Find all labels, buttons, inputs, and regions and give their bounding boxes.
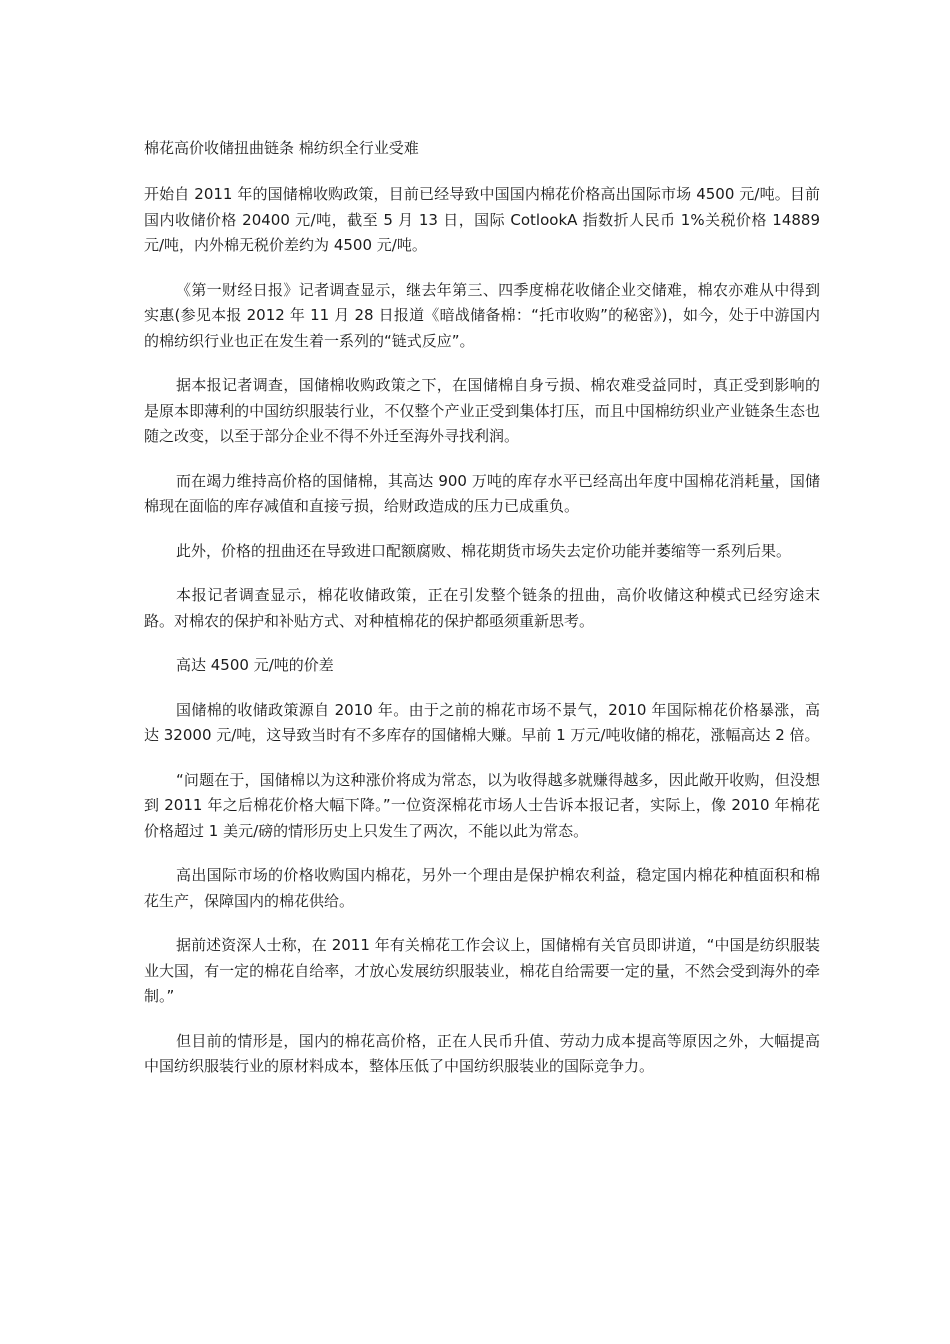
paragraph: 开始自 2011 年的国储棉收购政策，目前已经导致中国国内棉花价格高出国际市场 4500 元/吨。目前国内收储价格 20400 元/吨，截至 5 月 13 日，国际 CotlookA 指数折人民币 1%关税价格 14889 元/吨，内外棉无税价差约为 4500 元/吨。 (144, 185, 820, 254)
document-page (144, 136, 820, 1099)
document-title: 棉花高价收储扭曲链条 棉纺织全行业受难 (144, 139, 419, 157)
paragraph: 国储棉的收储政策源自 2010 年。由于之前的棉花市场不景气，2010 年国际棉花价格暴涨，高达 32000 元/吨，这导致当时有不多库存的国储棉大赚。早前 1 万元/吨收储的棉花，涨幅高达 2 倍。 (144, 700, 820, 744)
paragraph: 《第一财经日报》记者调查显示，继去年第三、四季度棉花收储企业交储难，棉农亦难从中得到实惠(参见本报 2012 年 11 月 28 日报道《暗战储备棉：“托市收购”的秘密》)，如今，处于中游国内的棉纺织行业也正在发生着一系列的“链式反应”。 (144, 280, 820, 350)
paragraph: 高出国际市场的价格收购国内棉花，另外一个理由是保护棉农利益，稳定国内棉花种植面积和棉花生产，保障国内的棉花供给。 (144, 866, 820, 910)
paragraph: “问题在于，国储棉以为这种涨价将成为常态，以为收得越多就赚得越多，因此敞开收购，但没想到 2011 年之后棉花价格大幅下降。”一位资深棉花市场人士告诉本报记者，实际上，像 2010 年棉花价格超过 1 美元/磅的情形历史上只发生了两次，不能以此为常态。 (144, 770, 820, 840)
paragraph: 但目前的情形是，国内的棉花高价格，正在人民币升值、劳动力成本提高等原因之外，大幅提高中国纺织服装行业的原材料成本，整体压低了中国纺织服装业的国际竞争力。 (144, 1031, 820, 1075)
paragraph: 本报记者调查显示，棉花收储政策，正在引发整个链条的扭曲，高价收储这种模式已经穷途末路。对棉农的保护和补贴方式、对种植棉花的保护都亟须重新思考。 (144, 586, 820, 630)
section-heading: 高达 4500 元/吨的价差 (176, 656, 334, 674)
paragraph: 此外，价格的扭曲还在导致进口配额腐败、棉花期货市场失去定价功能并萎缩等一系列后果。 (176, 541, 792, 560)
paragraph: 而在竭力维持高价格的国储棉，其高达 900 万吨的库存水平已经高出年度中国棉花消耗量，国储棉现在面临的库存减值和直接亏损，给财政造成的压力已成重负。 (144, 471, 820, 515)
paragraph: 据前述资深人士称，在 2011 年有关棉花工作会议上，国储棉有关官员即讲道，“中国是纺织服装业大国，有一定的棉花自给率，才放心发展纺织服装业，棉花自给需要一定的量，不然会受到海外的牵制。” (144, 936, 820, 1005)
paragraph: 据本报记者调查，国储棉收购政策之下，在国储棉自身亏损、棉农难受益同时，真正受到影响的是原本即薄利的中国纺织服装行业，不仅整个产业正受到集体打压，而且中国棉纺织业产业链条生态也随之改变，以至于部分企业不得不外迁至海外寻找利润。 (144, 376, 820, 445)
